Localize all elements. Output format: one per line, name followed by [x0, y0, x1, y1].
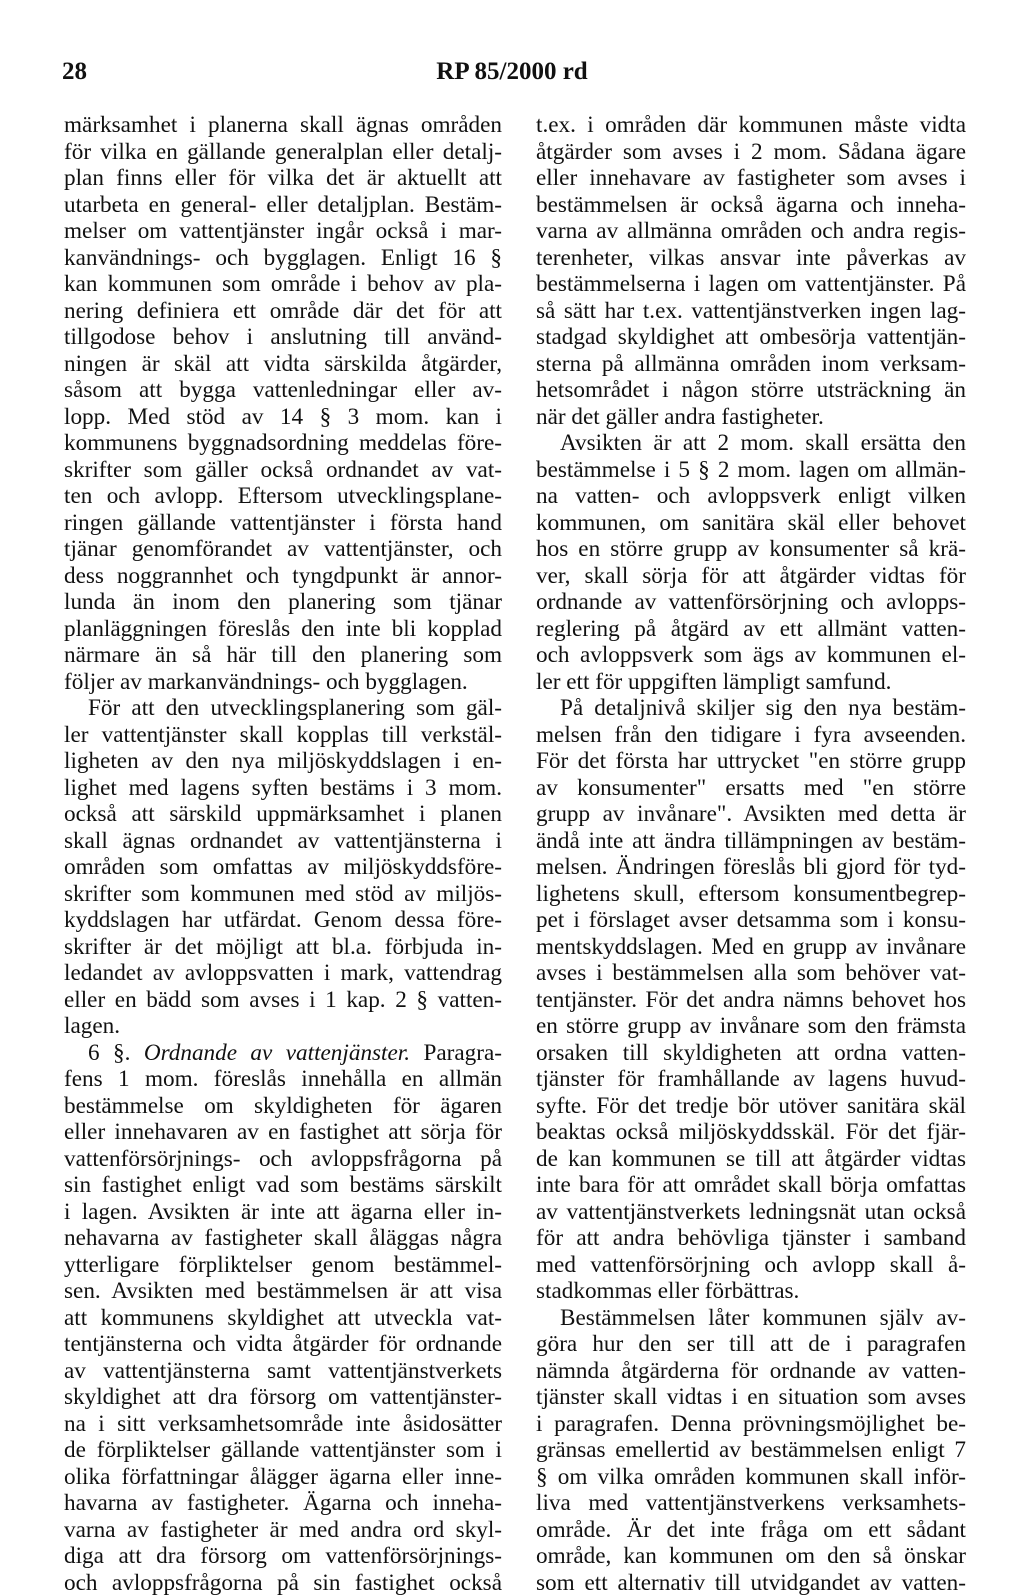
text-line: vattenförsörjnings- och avloppsfrågorna på — [64, 1146, 502, 1173]
text-line: plan finns eller för vilka det är aktuellt att — [64, 165, 502, 192]
text-line: beaktas också miljöskyddsskäl. För det fjär- — [536, 1119, 966, 1146]
text-line: melsen från den tidigare i fyra avseenden. — [536, 722, 966, 749]
text-line: tjänar genomförandet av vattentjänster, och — [64, 536, 502, 563]
text-line: pet i förslaget avser detsamma som i konsu- — [536, 907, 966, 934]
text-line: utarbeta en general- eller detaljplan. Bestäm- — [64, 192, 502, 219]
text-line: reglering på åtgärd av ett allmänt vatten- — [536, 616, 966, 643]
text-line: bestämmelserna i lagen om vattentjänster. På — [536, 271, 966, 298]
text-line: bestämmelsen är också ägarna och inneha- — [536, 192, 966, 219]
text-line: På detaljnivå skiljer sig den nya bestäm- — [536, 695, 966, 722]
text-line: av konsumenter" ersatts med "en större — [536, 775, 966, 802]
text-line: sterna på allmänna områden inom verksam- — [536, 351, 966, 378]
text-line: en större grupp av invånare som den främsta — [536, 1013, 966, 1040]
text-line: att kommunens skyldighet att utveckla vat- — [64, 1305, 502, 1332]
text-line: liva med vattentjänstverkens verksamhets- — [536, 1490, 966, 1517]
text-line: na i sitt verksamhetsområde inte åsidosätter — [64, 1411, 502, 1438]
section-heading-italic: Ordnande av vattenjänster. — [144, 1040, 410, 1066]
text-line: tjänster skall vidtas i en situation som avses — [536, 1384, 966, 1411]
text-line: som ett alternativ till utvidgandet av vatten- — [536, 1570, 966, 1596]
text-line: ringen gällande vattentjänster i första hand — [64, 510, 502, 537]
text-line: tillgodose behov i anslutning till använd- — [64, 324, 502, 351]
text-line: de kan kommunen se till att åtgärder vidtas — [536, 1146, 966, 1173]
text-line: Avsikten är att 2 mom. skall ersätta den — [536, 430, 966, 457]
text-line: märksamhet i planerna skall ägnas områden — [64, 112, 502, 139]
text-line: melsen. Ändringen föreslås bli gjord för tyd- — [536, 854, 966, 881]
text-line: ler ett för uppgiften lämpligt samfund. — [536, 669, 966, 696]
text-line: olika författningar ålägger ägarna eller inne- — [64, 1464, 502, 1491]
text-line: områden som omfattas av miljöskyddsföre- — [64, 854, 502, 881]
text-line: ver, skall sörja för att åtgärder vidtas för — [536, 563, 966, 590]
text-line: syfte. För det tredje bör utöver sanitära skäl — [536, 1093, 966, 1120]
text-line: terenheter, vilkas ansvar inte påverkas av — [536, 245, 966, 272]
text-line: stadkommas eller förbättras. — [536, 1278, 966, 1305]
text-line: såsom att bygga vattenledningar eller av- — [64, 377, 502, 404]
text-line: lighetens skull, eftersom konsumentbegrep- — [536, 881, 966, 908]
running-head: RP 85/2000 rd — [0, 58, 1024, 86]
text-line-part: 6 §. — [88, 1040, 144, 1066]
text-line: kan kommunen som område i behov av pla- — [64, 271, 502, 298]
text-line: av vattentjänstverkets ledningsnät utan också — [536, 1199, 966, 1226]
text-line: bestämmelse i 5 § 2 mom. lagen om allmän- — [536, 457, 966, 484]
text-line: tjänster för framhållande av lagens huvud- — [536, 1066, 966, 1093]
text-line — [64, 1040, 502, 1067]
right-column — [536, 112, 966, 1596]
text-line: skrifter som kommunen med stöd av miljös- — [64, 881, 502, 908]
text-line: fens 1 mom. föreslås innehålla en allmän — [64, 1066, 502, 1093]
text-line: kommunens byggnadsordning meddelas före- — [64, 430, 502, 457]
text-line: i paragrafen. Denna prövningsmöjlighet be- — [536, 1411, 966, 1438]
text-line: hetsområdet i någon större utsträckning än — [536, 377, 966, 404]
text-line: ligheten av den nya miljöskyddslagen i en- — [64, 748, 502, 775]
text-line: så sätt har t.ex. vattentjänstverken ingen lag- — [536, 298, 966, 325]
text-line: § om vilka områden kommunen skall inför- — [536, 1464, 966, 1491]
text-line: bestämmelse om skyldigheten för ägaren — [64, 1093, 502, 1120]
text-line: melser om vattentjänster ingår också i mar- — [64, 218, 502, 245]
text-line: lighet med lagens syften bestäms i 3 mom. — [64, 775, 502, 802]
text-line: tentjänsterna och vidta åtgärder för ordnande — [64, 1331, 502, 1358]
text-line: För att den utvecklingsplanering som gäl- — [64, 695, 502, 722]
text-line: skrifter är det möjligt att bl.a. förbjuda in- — [64, 934, 502, 961]
text-line: lopp. Med stöd av 14 § 3 mom. kan i — [64, 404, 502, 431]
text-line: med vattenförsörjning och avlopp skall å- — [536, 1252, 966, 1279]
text-line: nämnda åtgärderna för ordnande av vatten- — [536, 1358, 966, 1385]
text-line: och avloppsfrågorna på sin fastighet också — [64, 1570, 502, 1596]
text-line: t.ex. i områden där kommunen måste vidta — [536, 112, 966, 139]
text-line: kyddslagen har utfärdat. Genom dessa före- — [64, 907, 502, 934]
text-line: de förpliktelser gällande vattentjänster som i — [64, 1437, 502, 1464]
text-line: mentskyddslagen. Med en grupp av invånare — [536, 934, 966, 961]
text-line: nehavarna av fastigheter skall åläggas några — [64, 1225, 502, 1252]
text-line: sin fastighet enligt vad som bestäms särskilt — [64, 1172, 502, 1199]
text-line: av vattentjänsterna samt vattentjänstverkets — [64, 1358, 502, 1385]
text-line: eller innehavaren av en fastighet att sörja för — [64, 1119, 502, 1146]
text-line: skyldighet att dra försorg om vattentjänster- — [64, 1384, 502, 1411]
page-header — [0, 58, 1024, 88]
text-line: område. Är det inte fråga om ett sådant — [536, 1517, 966, 1544]
text-line: eller innehavare av fastigheter som avses i — [536, 165, 966, 192]
page-number: 28 — [62, 58, 87, 86]
text-line: ledandet av avloppsvatten i mark, vattendrag — [64, 960, 502, 987]
text-line: för vilka en gällande generalplan eller detalj- — [64, 139, 502, 166]
text-line: kommunen, om sanitära skäl eller behovet — [536, 510, 966, 537]
text-line: område, kan kommunen om den så önskar — [536, 1543, 966, 1570]
text-line: ler vattentjänster skall kopplas till verkstäl- — [64, 722, 502, 749]
left-column — [64, 112, 502, 1596]
text-line: grupp av invånare". Avsikten med detta är — [536, 801, 966, 828]
text-line: dess noggrannhet och tyngdpunkt är annor- — [64, 563, 502, 590]
text-line: tentjänster. För det andra nämns behovet hos — [536, 987, 966, 1014]
text-line: skrifter som gäller också ordnandet av vat- — [64, 457, 502, 484]
text-line: varna av allmänna områden och andra regis- — [536, 218, 966, 245]
text-line: hos en större grupp av konsumenter så krä- — [536, 536, 966, 563]
text-line: diga att dra försorg om vattenförsörjnings- — [64, 1543, 502, 1570]
text-line: skall ägnas ordnandet av vattentjänsterna i — [64, 828, 502, 855]
text-line-part: Paragra- — [410, 1040, 502, 1066]
text-line: ningen är skäl att vidta särskilda åtgärder, — [64, 351, 502, 378]
text-line: planläggningen föreslås den inte bli kopplad — [64, 616, 502, 643]
text-line: också att särskild uppmärksamhet i planen — [64, 801, 502, 828]
text-line: orsaken till skyldigheten att ordna vatten- — [536, 1040, 966, 1067]
text-line: stadgad skyldighet att ombesörja vattentjän- — [536, 324, 966, 351]
text-line: ändå inte att ändra tillämpningen av bestäm- — [536, 828, 966, 855]
text-line: i lagen. Avsikten är inte att ägarna eller in- — [64, 1199, 502, 1226]
text-line: varna av fastigheter är med andra ord skyl- — [64, 1517, 502, 1544]
text-line: för att andra behövliga tjänster i samband — [536, 1225, 966, 1252]
text-line: avses i bestämmelsen alla som behöver vat- — [536, 960, 966, 987]
text-line: sen. Avsikten med bestämmelsen är att visa — [64, 1278, 502, 1305]
text-line: Bestämmelsen låter kommunen själv av- — [536, 1305, 966, 1332]
text-line: närmare än så här till den planering som — [64, 642, 502, 669]
text-line: ytterligare förpliktelser genom bestämmel- — [64, 1252, 502, 1279]
text-line: följer av markanvändnings- och bygglagen. — [64, 669, 502, 696]
text-line: ten och avlopp. Eftersom utvecklingsplane- — [64, 483, 502, 510]
text-line: eller en bädd som avses i 1 kap. 2 § vatten- — [64, 987, 502, 1014]
text-line: kanvändnings- och bygglagen. Enligt 16 § — [64, 245, 502, 272]
text-line: lagen. — [64, 1013, 502, 1040]
text-line: havarna av fastigheter. Ägarna och inneha- — [64, 1490, 502, 1517]
text-line: gränsas emellertid av bestämmelsen enligt 7 — [536, 1437, 966, 1464]
text-line: göra hur den ser till att de i paragrafen — [536, 1331, 966, 1358]
text-line: nering definiera ett område där det för att — [64, 298, 502, 325]
text-line: na vatten- och avloppsverk enligt vilken — [536, 483, 966, 510]
text-line: inte bara för att området skall börja omfattas — [536, 1172, 966, 1199]
text-line: ordnande av vattenförsörjning och avlopps- — [536, 589, 966, 616]
text-line: lunda än inom den planering som tjänar — [64, 589, 502, 616]
text-line: För det första har uttrycket "en större grupp — [536, 748, 966, 775]
text-line: åtgärder som avses i 2 mom. Sådana ägare — [536, 139, 966, 166]
text-line: och avloppsverk som ägs av kommunen el- — [536, 642, 966, 669]
text-line: när det gäller andra fastigheter. — [536, 404, 966, 431]
